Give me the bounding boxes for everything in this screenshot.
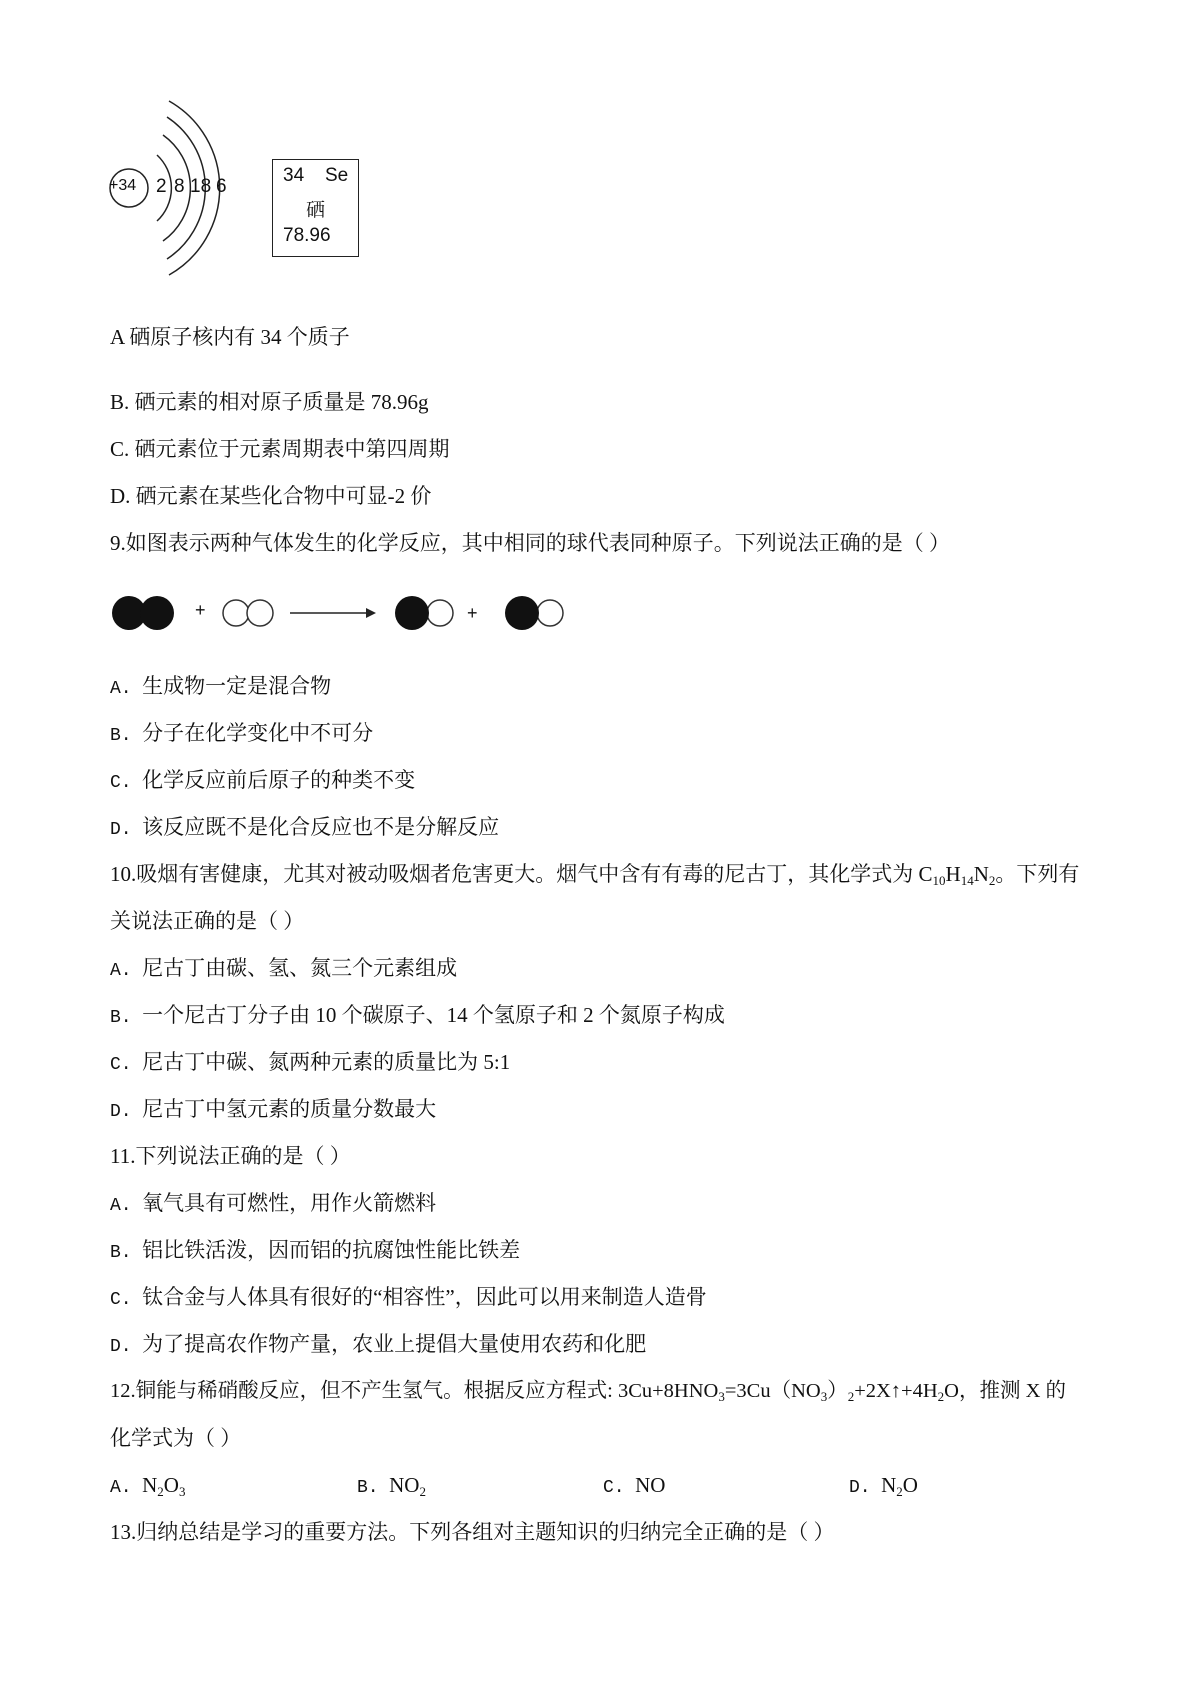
option-label: D.: [849, 1478, 871, 1498]
q13-stem: 13.归纳总结是学习的重要方法。下列各组对主题知识的归纳完全正确的是（ ）: [110, 1520, 835, 1544]
q8-option-b: B. 硒元素的相对原子质量是 78.96g: [110, 390, 429, 414]
q12-option-d: [849, 1470, 918, 1503]
shell-electron-count: 2: [156, 176, 167, 197]
black-atom: [140, 596, 174, 630]
q9-option-b: [110, 718, 373, 751]
q12-stem-text: 12.铜能与稀硝酸反应，但不产生氢气。根据反应方程式: 3Cu+8HNO: [110, 1380, 719, 1402]
q9-stem: 9.如图表示两种气体发生的化学反应，其中相同的球代表同种原子。下列说法正确的是（ ）: [110, 531, 950, 555]
molecule-reaction-diagram: [110, 590, 580, 640]
q12-option-b: [357, 1470, 426, 1503]
q9-option-c: [110, 765, 415, 798]
q11-option-c: [110, 1282, 707, 1315]
subscript: 2: [988, 873, 996, 888]
option-text: 尼古丁中碳、氮两种元素的质量比为 5:1: [142, 1050, 511, 1074]
q11-option-b: [110, 1235, 520, 1268]
option-label: D.: [110, 820, 132, 840]
subscript: 2: [896, 1484, 903, 1499]
option-label: C.: [110, 773, 132, 793]
q10-stem-text: 。下列有: [995, 862, 1080, 886]
option-label: C.: [603, 1478, 625, 1498]
option-text: 钛合金与人体具有很好的“相容性”，因此可以用来制造人造骨: [142, 1285, 707, 1309]
q12-stem: [110, 1376, 1066, 1406]
element-symbol: Se: [325, 165, 349, 186]
q12-stem-line2: 化学式为（ ）: [110, 1426, 242, 1450]
q12-option-c: [603, 1470, 665, 1503]
q12-stem-text: O，推测 X 的: [944, 1380, 1067, 1402]
black-atom: [505, 596, 539, 630]
subscript: 14: [960, 873, 974, 888]
formula-part: NO: [635, 1473, 666, 1497]
option-text: 一个尼古丁分子由 10 个碳原子、14 个氢原子和 2 个氮原子构成: [142, 1003, 725, 1027]
option-text: 化学反应前后原子的种类不变: [142, 768, 416, 792]
option-label: D.: [110, 1337, 132, 1357]
q9-option-a: [110, 671, 331, 704]
q11-option-a: [110, 1188, 436, 1221]
q12-stem-text: ）: [827, 1380, 848, 1402]
plus-sign: +: [467, 603, 478, 623]
subscript: 3: [820, 1389, 828, 1404]
subscript: 10: [932, 873, 946, 888]
plus-sign: +: [195, 600, 206, 620]
subscript: 2: [847, 1389, 855, 1404]
formula-element: H: [945, 862, 961, 886]
option-label: D.: [110, 1102, 132, 1122]
q8-option-c: C. 硒元素位于元素周期表中第四周期: [110, 437, 450, 461]
option-label: A.: [110, 679, 132, 699]
reaction-arrow-head: [366, 608, 376, 618]
element-info-box: [272, 159, 359, 257]
option-label: B.: [357, 1478, 379, 1498]
q12-stem-text: =3Cu（NO: [724, 1380, 821, 1402]
white-atom: [427, 600, 453, 626]
black-atom: [395, 596, 429, 630]
nucleus-charge: +34: [109, 177, 137, 194]
q10-option-b: [110, 1000, 725, 1033]
shell-electron-count: 18: [190, 176, 212, 197]
q10-option-c: [110, 1047, 510, 1080]
option-text: 尼古丁中氢元素的质量分数最大: [142, 1097, 437, 1121]
white-atom: [247, 600, 273, 626]
element-name: 硒: [306, 199, 326, 221]
q12-stem-text: +2X↑+4H: [854, 1380, 938, 1402]
formula-part: N: [881, 1473, 897, 1497]
option-text: 尼古丁由碳、氢、氮三个元素组成: [142, 956, 458, 980]
q10-stem-text: 10.吸烟有害健康，尤其对被动吸烟者危害更大。烟气中含有有毒的尼古丁，其化学式为 C: [110, 862, 933, 886]
option-label: C.: [110, 1055, 132, 1075]
q10-stem-line2: 关说法正确的是（ ）: [110, 909, 305, 933]
formula-part: NO: [389, 1473, 420, 1497]
option-text: 该反应既不是化合反应也不是分解反应: [142, 815, 500, 839]
q11-option-d: [110, 1329, 646, 1362]
q10-stem: [110, 859, 1079, 889]
option-text: 氧气具有可燃性，用作火箭燃料: [142, 1191, 437, 1215]
q11-stem: 11.下列说法正确的是（ ）: [110, 1144, 351, 1168]
q8-option-a: A 硒原子核内有 34 个质子: [110, 325, 350, 349]
white-atom: [223, 600, 249, 626]
option-label: C.: [110, 1290, 132, 1310]
option-text: 生成物一定是混合物: [142, 674, 332, 698]
option-text: 铝比铁活泼，因而铝的抗腐蚀性能比铁差: [142, 1238, 521, 1262]
option-text: 分子在化学变化中不可分: [142, 721, 374, 745]
subscript: 2: [937, 1389, 945, 1404]
option-label: A.: [110, 1478, 132, 1498]
q10-option-a: [110, 953, 457, 986]
atomic-mass: 78.96: [283, 225, 331, 246]
option-label: B.: [110, 1243, 132, 1263]
white-atom: [537, 600, 563, 626]
shell-electron-count: 6: [216, 176, 227, 197]
option-label: A.: [110, 1196, 132, 1216]
q9-option-d: [110, 812, 499, 845]
option-label: B.: [110, 1008, 132, 1028]
option-label: A.: [110, 961, 132, 981]
subscript: 3: [178, 1484, 186, 1499]
q8-option-d: D. 硒元素在某些化合物中可显-2 价: [110, 484, 432, 508]
q12-option-a: [110, 1470, 185, 1503]
formula-part: N: [142, 1473, 158, 1497]
formula-element: N: [973, 862, 989, 886]
atomic-number: 34: [283, 165, 305, 186]
shell-electron-count: 8: [174, 176, 185, 197]
formula-part: O: [163, 1473, 179, 1497]
formula-part: O: [902, 1473, 918, 1497]
subscript: 2: [157, 1484, 164, 1499]
q10-option-d: [110, 1094, 436, 1127]
subscript: 3: [718, 1389, 725, 1404]
option-label: B.: [110, 726, 132, 746]
subscript: 2: [419, 1484, 426, 1499]
option-text: 为了提高农作物产量，农业上提倡大量使用农药和化肥: [142, 1332, 647, 1356]
